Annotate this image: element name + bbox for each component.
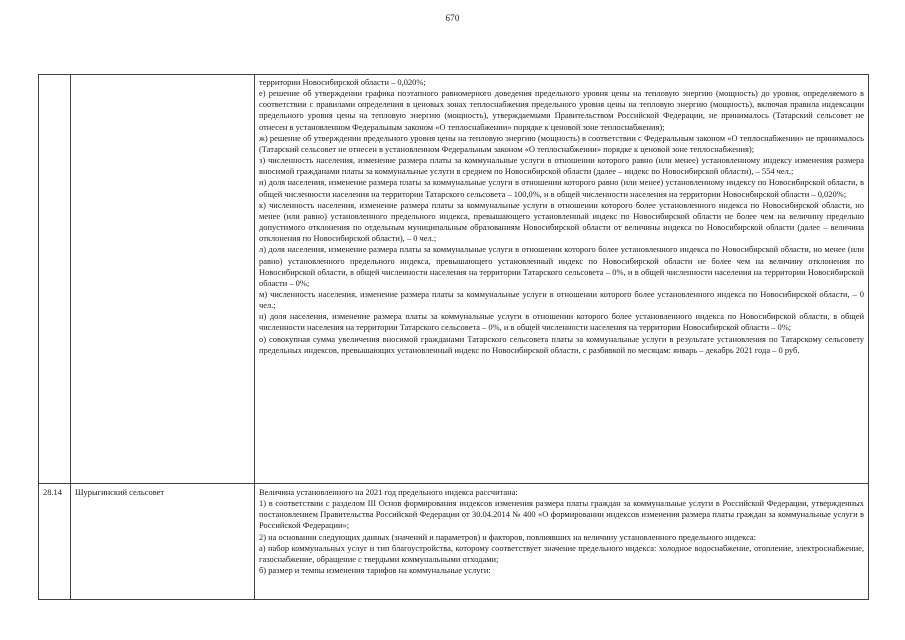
table-row bbox=[39, 484, 869, 600]
calculation-text-cell bbox=[255, 484, 869, 600]
paragraph: а) набор коммунальных услуг и тип благоустройства, которому соответствует значение предельного индекса: холодное водоснабжение, отопление, электроснабжение, газоснабжение, обращение с твердыми коммунальными отходами; bbox=[259, 542, 864, 564]
municipality-name-cell: Шурыгинский сельсовет bbox=[71, 484, 255, 600]
paragraph: ж) решение об утверждении предельного уровня цены на тепловую энергию (мощность) в соответствии с Федеральным законом «О теплоснабжении» не принималось (Татарский сельсовет не отнесен в установленном Федеральным законом «О теплоснабжении» порядке к ценовой зоне теплоснабжения); bbox=[259, 132, 864, 154]
paragraph: л) доля населения, изменение размера платы за коммунальные услуги в отношении которого более установленного индекса по Новосибирской области, но менее (или равно) установленного предельного индекса, превышающего установленный индекс по Новосибирской области не более чем на величину отклонения по Новосибирской области, в общей численности населения на территории Татарского сельсовета – 0%, и в общей численности населения на территории Новосибирской области – 0%; bbox=[259, 244, 864, 288]
paragraph: о) совокупная сумма увеличения вносимой гражданами Татарского сельсовета платы за коммунальные услуги в результате установления по Татарскому сельсовету предельных индексов, превышающих установленный индекс по Новосибирской области, с разбивкой по месяцам: январь – декабрь 2021 года – 0 руб. bbox=[259, 333, 864, 355]
municipality-name-cell bbox=[71, 75, 255, 484]
row-number-cell bbox=[39, 75, 71, 484]
table-row bbox=[39, 75, 869, 484]
paragraph: е) решение об утверждении графика поэтапного равномерного доведения предельного уровня цены на тепловую энергию (мощность) до уровня, определяемого в соответствии с правилами определения в ценовых зонах теплоснабжения предельного уровня цены на тепловую энергию (мощность), включая правила индексации предельного уровня цены на тепловую энергию (мощность), утверждаемыми Правительством Российской Федерации, не принималось (Татарский сельсовет не отнесен в установленном Федеральным законом «О теплоснабжении» порядке к ценовой зоне теплоснабжения); bbox=[259, 88, 864, 132]
paragraph: и) доля населения, изменение размера платы за коммунальные услуги в отношении которого равно (или менее) установленному индексу по Новосибирской области, в общей численности населения на территории Татарского сельсовета – 100,0%, и в общей численности населения на территории Новосибирской области – 0,020%; bbox=[259, 177, 864, 199]
paragraph: Величина установленного на 2021 год предельного индекса рассчитана: bbox=[259, 487, 518, 497]
paragraph: н) доля населения, изменение размера платы за коммунальные услуги в отношении которого более установленного индекса по Новосибирской области, в общей численности населения на территории Татарского сельсовета – 0%, и в общей численности населения на территории Новосибирской области – 0%; bbox=[259, 311, 864, 333]
paragraph: 1) в соответствии с разделом III Основ формирования индексов изменения размера платы граждан за коммунальные услуги в Российской Федерации, утвержденных постановлением Правительства Российской Федерации от 30.04.2014 № 400 «О формировании индексов изменения размера платы граждан за коммунальные услуги в Российской Федерации»; bbox=[259, 498, 864, 531]
tariff-index-table bbox=[38, 74, 869, 600]
row-number-cell: 28.14 bbox=[39, 484, 71, 600]
paragraph: к) численность населения, изменение размера платы за коммунальные услуги в отношении которого более установленного индекса по Новосибирской области, но менее (или равно) установленного предельного индекса, превышающего установленный индекс по Новосибирской области не более чем на величину предельно допустимого отклонения по отдельным муниципальным образованиям Новосибирской области от величины индекса по Новосибирской области (далее – величина отклонения по Новосибирской области), – 0 чел.; bbox=[259, 199, 864, 244]
paragraph: б) размер и темпы изменения тарифов на коммунальные услуги: bbox=[259, 565, 491, 576]
paragraph: з) численность населения, изменение размера платы за коммунальные услуги в отношении которого равно (или менее) установленному индексу изменения размера вносимой гражданами платы за коммунальные услуги в среднем по Новосибирской области (далее – индекс по Новосибирской области), – 554 чел.; bbox=[259, 155, 864, 177]
page-number: 670 bbox=[445, 13, 460, 23]
paragraph: территории Новосибирской области – 0,020%; bbox=[259, 77, 426, 87]
paragraph: 2) на основании следующих данных (значений и параметров) и факторов, повлиявших на величину установленного предельного индекса: bbox=[259, 531, 757, 542]
calculation-text-cell bbox=[255, 75, 869, 484]
paragraph: м) численность населения, изменение размера платы за коммунальные услуги в отношении которого более установленного индекса по Новосибирской области, – 0 чел.; bbox=[259, 288, 864, 311]
